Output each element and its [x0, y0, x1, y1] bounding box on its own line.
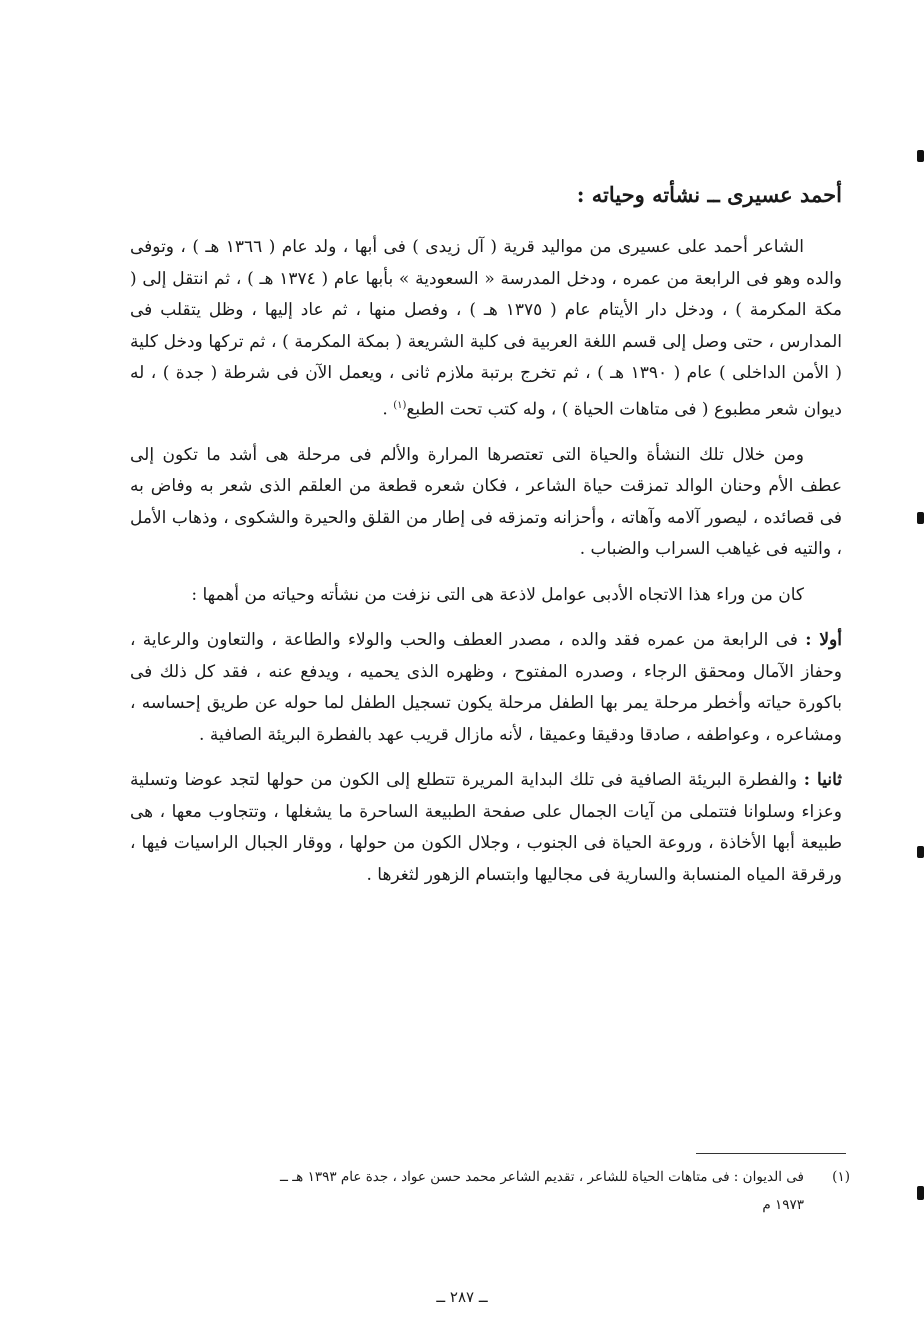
paragraph-lead: أولا :: [805, 630, 842, 651]
section-heading: أحمد عسيرى ــ نشأته وحياته :: [576, 182, 842, 207]
paragraph-biography: [130, 232, 842, 426]
footnote-reference[interactable]: (١): [393, 399, 407, 411]
paragraph-text: والفطرة البريئة الصافية فى تلك البداية المريرة تتطلع إلى الكون من حولها لتجد عوضا وتسلية وعزاء وسلوانا فتتملى من آيات الجمال على صفحة الطبيعة الساحرة ما يشغلها ، وتتجاوب معها ، هى طبيعة أبها الأخاذة ، وروعة الحياة فى الجنوب ، وجلال الكون من حولها ، ووقار الجبال الراسيات فيها ، ورقرقة المياه المنسابة والسارية فى مجاليها وابتسام الزهور لثغرها .: [130, 770, 842, 885]
paragraph-influence: [130, 440, 842, 566]
paragraph-factors-intro: [130, 580, 842, 612]
footnote-line-continued: ١٩٧٣ م: [762, 1197, 804, 1213]
paragraph-second-factor: [130, 765, 842, 891]
paragraph-tail: .: [382, 399, 394, 420]
page-number: ــ ٢٨٧ ــ: [436, 1288, 488, 1306]
main-text: [130, 178, 842, 905]
footnote-text: فى الديوان : فى متاهات الحياة للشاعر ، تقديم الشاعر محمد حسن عواد ، جدة عام ١٣٩٣ هـ ــ: [280, 1169, 804, 1185]
paragraph-first-factor: [130, 625, 842, 751]
scan-edge-mark: [917, 150, 924, 162]
scan-edge-mark: [917, 1186, 924, 1200]
paragraph-text: كان من وراء هذا الاتجاه الأدبى عوامل لاذعة هى التى نزفت من نشأته وحياته من أهمها :: [191, 584, 804, 605]
scan-edge-mark: [917, 846, 924, 858]
paragraph-text: ومن خلال تلك النشأة والحياة التى تعتصرها المرارة والألم فى مرحلة هى أشد ما تكون إلى عطف الأم وحنان الوالد تمزقت حياة الشاعر ، فكان شعره قطعة من العلقم الذى شعر به وفاض به فى قصائده ، ليصور آلامه وآهاته ، وأحزانه وتمزقه فى إطار من القلق والحيرة والشكوى ، وذهاب الأمل ، والتيه فى غياهب السراب والضباب .: [130, 444, 842, 560]
scan-edge-mark: [917, 512, 924, 524]
footnote-divider: [696, 1153, 846, 1154]
paragraph-text: الشاعر أحمد على عسيرى من مواليد قرية ( آل زيدى ) فى أبها ، ولد عام ( ١٣٦٦ هـ ) ، وتوفى والده وهو فى الرابعة من عمره ، ودخل المدرسة « السعودية » بأبها عام ( ١٣٧٤ هـ ) ، ثم انتقل إلى ( مكة المكرمة ) ، ودخل دار الأيتام عام ( ١٣٧٥ هـ ) ، وفصل منها ، ثم عاد إليها ، وظل يتقلب فى المدارس ، حتى وصل إلى قسم اللغة العربية فى كلية الشريعة ( بمكة المكرمة ) ، ثم تركها ودخل كلية ( الأمن الداخلى ) عام ( ١٣٩٠ هـ ) ، ثم تخرج برتبة ملازم ثانى ، ويعمل الآن فى شرطة ( جدة ) ، له ديوان شعر مطبوع ( فى متاهات الحياة ) ، وله كتب تحت الطبع: [130, 237, 843, 420]
footnote-line: [150, 1163, 850, 1191]
footnote: [150, 1163, 850, 1219]
paragraph-lead: ثانيا :: [803, 770, 842, 791]
paragraph-text: فى الرابعة من عمره فقد والده ، مصدر العطف والحب والولاء والطاعة ، والتعاون والرعاية ، وحفاز الآمال ومحقق الرجاء ، وصدره المفتوح ، وظهره الذى يحميه ، ويدفع عنه ، فقد كل ذلك فى باكورة حياته وأخطر مرحلة يمر بها الطفل مرحلة يكون تسجيل الطفل لما حوله عن طريق إحساسه ، ومشاعره ، وعواطفه ، صادقا ودقيقا وعميقا ، لأنه مازال قريب عهد بالفطرة البريئة الصافية .: [130, 630, 842, 745]
footnote-number: (١): [832, 1169, 850, 1185]
